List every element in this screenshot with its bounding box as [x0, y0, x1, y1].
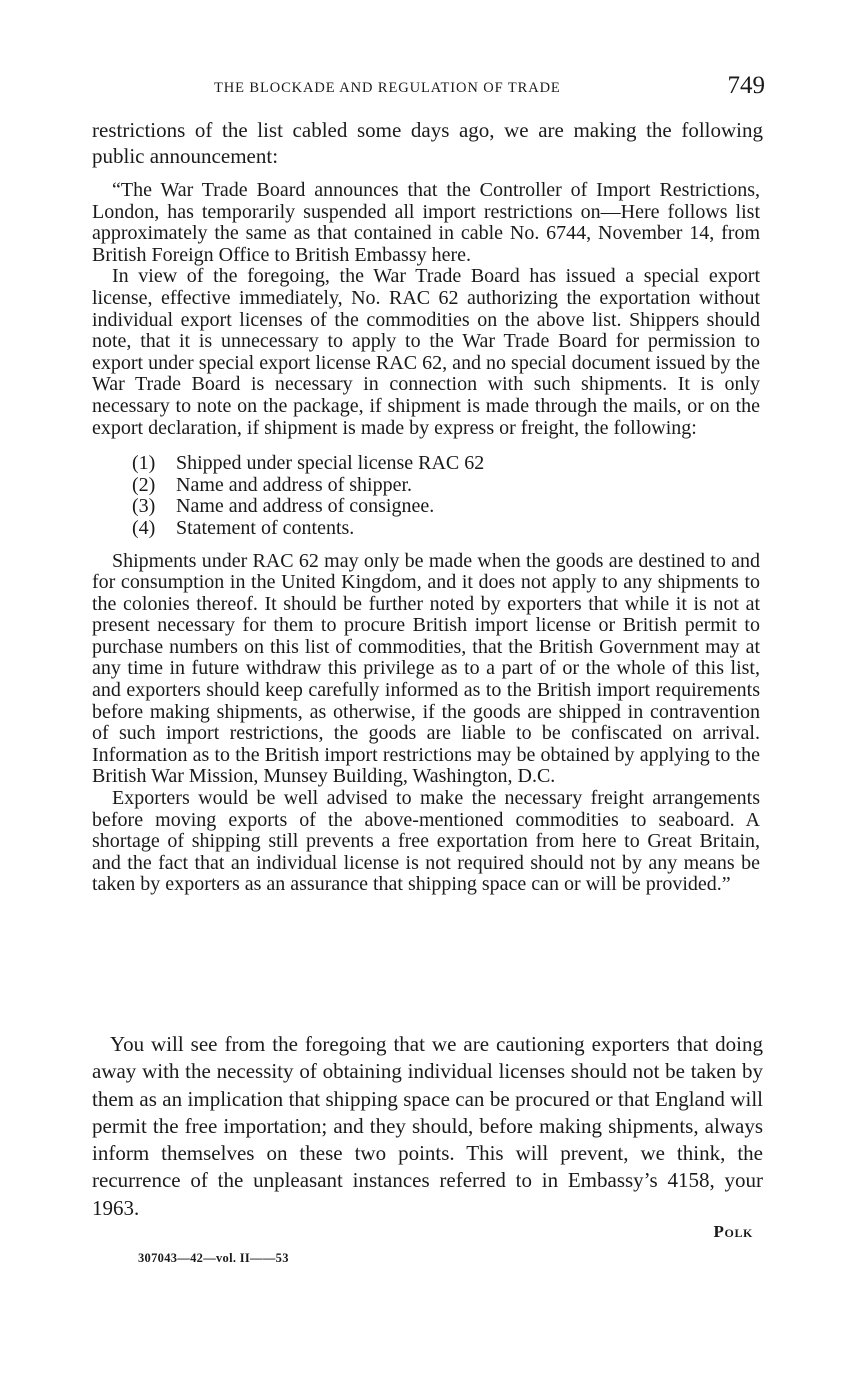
- quoted-announcement: [92, 180, 760, 896]
- list-item: [92, 518, 760, 540]
- closing-paragraph-block: [92, 1031, 763, 1222]
- quoted-paragraph: Shipments under RAC 62 may only be made when the goods are destined to and for consumption in the United Kingdom, and it does not apply to any shipments to the colonies thereof. It should be further noted by exporters that while it is not at present necessary for them to procure British import license or British permit to purchase numbers on this list of commodities, that the British Government may at any time in future withdraw this privilege as to a part of or the whole of this list, and exporters should keep carefully informed as to the British import requirements before making shipments, as otherwise, if the goods are shipped in contravention of such import restrictions, the goods are liable to be confiscated on arrival. Information as to the British import restrictions may be obtained by applying to the British War Mission, Munsey Building, Washington, D.C.: [92, 549, 760, 788]
- closing-paragraph: You will see from the foregoing that we are cautioning exporters that doing away with the necessity of obtaining individual licenses should not be taken by them as an implication that shipping space can be procured or that England will permit the free importation; and they should, before making shipments, always inform themselves on these two points. This will prevent, we think, the recurrence of the unpleasant instances referred to in Embassy’s 4158, your 1963.: [92, 1032, 763, 1220]
- page-number: 749: [727, 72, 765, 99]
- list-item-number: (1): [132, 452, 156, 475]
- list-item-text: Statement of contents.: [176, 516, 355, 539]
- quoted-paragraph: Exporters would be well advised to make the necessary freight arrangements before moving exports of the above-mentioned commodities to seaboard. A shortage of shipping still prevents a free exportation from here to Great Britain, and the fact that an individual license is not required should not by any means be taken by exporters as an assurance that shipping space can or will be provided.”: [92, 787, 760, 896]
- running-title: THE BLOCKADE AND REGULATION OF TRADE: [214, 80, 561, 96]
- quoted-paragraph: “The War Trade Board announces that the Controller of Import Restrictions, London, has temporarily suspended all import restrictions on—Here follows list approximately the same as that contained in cable No. 6744, November 14, from British Foreign Office to British Embassy here.: [92, 179, 760, 266]
- quoted-paragraph: In view of the foregoing, the War Trade Board has issued a special export license, effective immediately, No. RAC 62 authorizing the exportation without individual export licenses of the commodities on the above list. Shippers should note, that it is unnecessary to apply to the War Trade Board for permission to export under special export license RAC 62, and no special document issued by the War Trade Board is necessary in connection with such shipments. It is only necessary to note on the package, if shipment is made through the mails, or on the export declaration, if shipment is made by express or freight, the following:: [92, 265, 760, 439]
- marking-requirements-list: [92, 453, 760, 539]
- list-item-text: Name and address of shipper.: [176, 473, 413, 496]
- intro-paragraph: restrictions of the list cabled some days ago, we are making the following public announcement:: [92, 118, 763, 168]
- list-item: [92, 496, 760, 518]
- intro-paragraph-block: [92, 118, 763, 169]
- list-item-text: Name and address of consignee.: [176, 495, 435, 518]
- list-item-number: (2): [132, 473, 156, 496]
- list-item: [92, 453, 760, 475]
- list-item-text: Shipped under special license RAC 62: [176, 452, 485, 475]
- signature: Polk: [713, 1222, 753, 1241]
- list-item-number: (3): [132, 495, 156, 518]
- list-item-number: (4): [132, 516, 156, 539]
- running-header: [92, 72, 765, 104]
- printer-code: 307043—42—vol. II——53: [138, 1251, 289, 1265]
- list-item: [92, 475, 760, 497]
